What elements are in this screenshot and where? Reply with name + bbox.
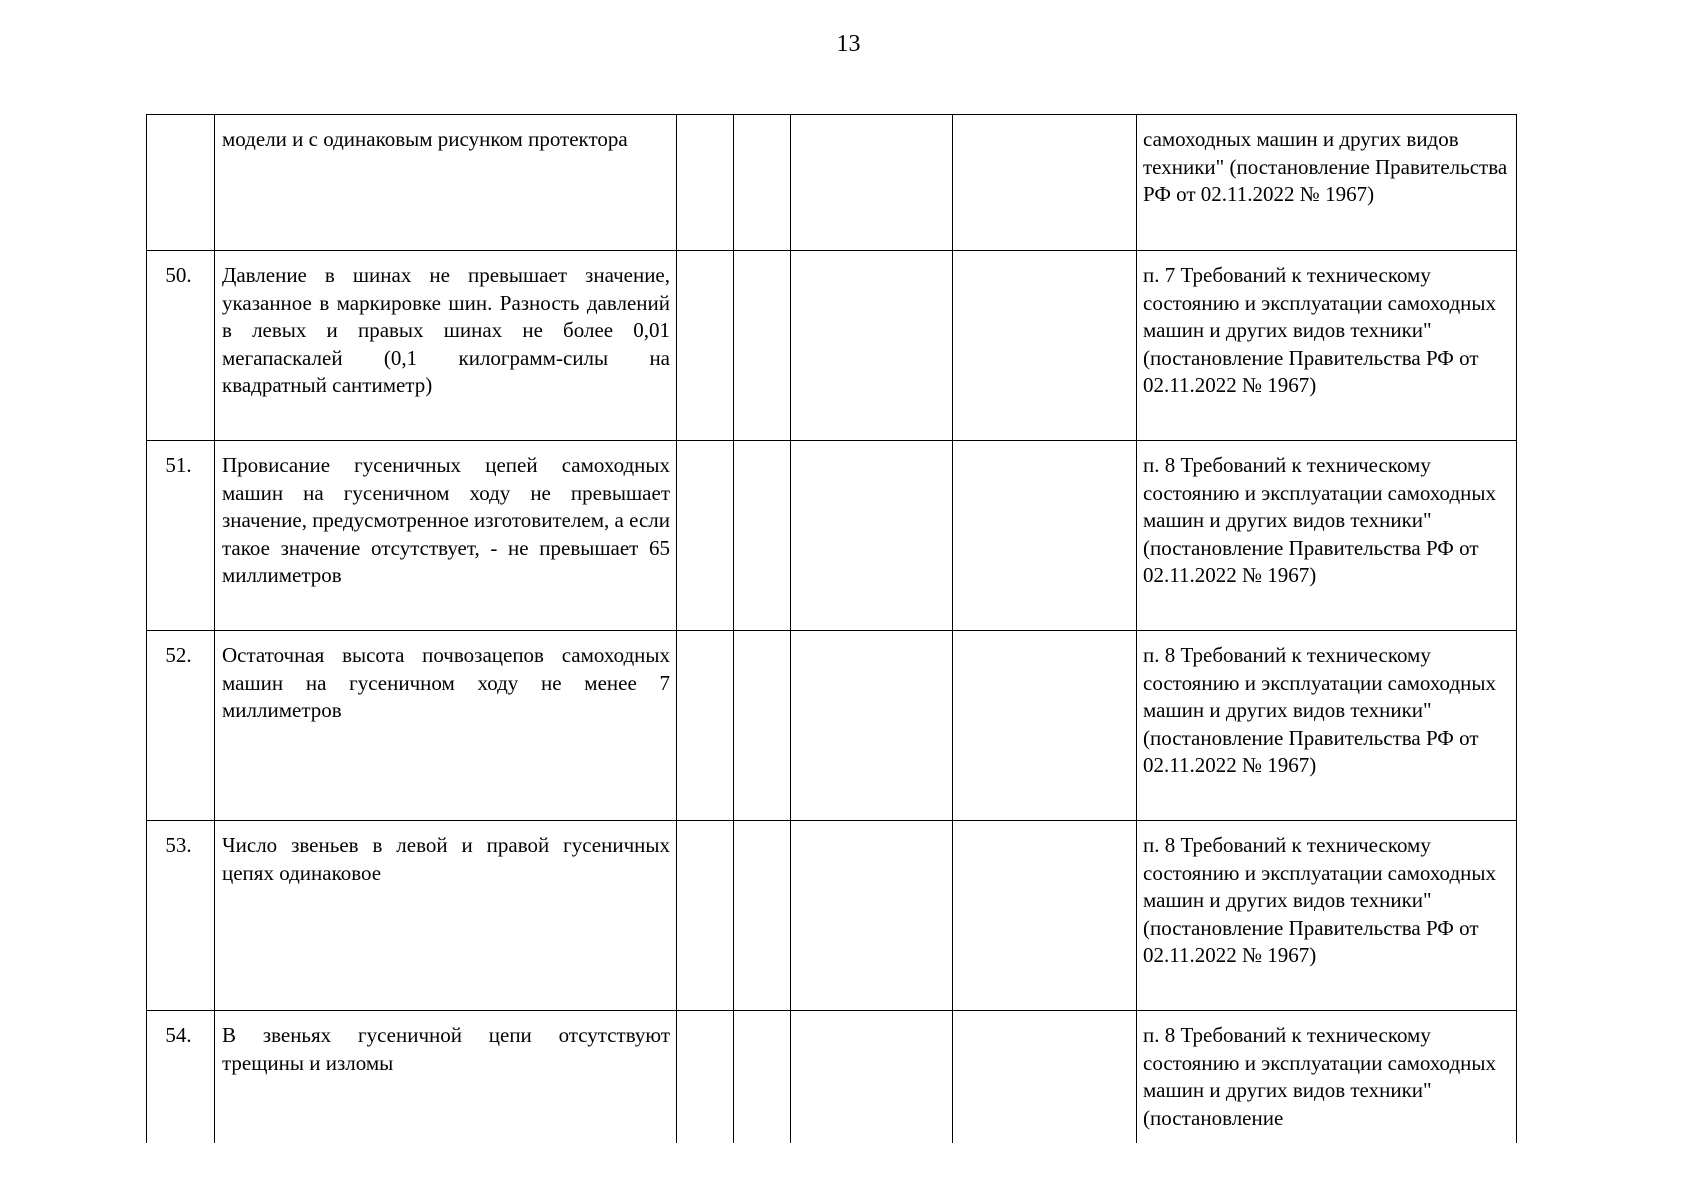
not-applicable-cell — [791, 441, 953, 631]
table-row — [147, 441, 1517, 631]
comment-cell — [953, 115, 1137, 251]
table-row — [147, 115, 1517, 251]
answer-yes-cell — [677, 631, 734, 821]
comment-cell — [953, 631, 1137, 821]
not-applicable-cell — [791, 251, 953, 441]
answer-no-cell — [734, 251, 791, 441]
comment-cell — [953, 251, 1137, 441]
table-row — [147, 1011, 1517, 1143]
checklist-table — [146, 114, 1517, 1143]
table-row — [147, 631, 1517, 821]
requirement-cell: Провисание гусеничных цепей самоходных машин на гусеничном ходу не превышает значение, предусмотренное изготовителем, а если такое значение отсутствует, - не превышает 65 миллиметров — [215, 441, 677, 631]
not-applicable-cell — [791, 821, 953, 1011]
table-row — [147, 821, 1517, 1011]
legal-reference-cell: п. 8 Требований к техническому состоянию и эксплуатации самоходных машин и других видов техники" (постановление Правительства РФ от 02.11.2022 № 1967) — [1137, 821, 1517, 1011]
requirement-cell: модели и с одинаковым рисунком протектора — [215, 115, 677, 251]
not-applicable-cell — [791, 115, 953, 251]
answer-yes-cell — [677, 251, 734, 441]
row-number-cell: 52. — [147, 631, 215, 821]
legal-reference-cell: п. 8 Требований к техническому состоянию и эксплуатации самоходных машин и других видов техники" (постановление Правительства РФ от 02.11.2022 № 1967) — [1137, 441, 1517, 631]
legal-reference-cell: п. 8 Требований к техническому состоянию и эксплуатации самоходных машин и других видов техники" (постановление — [1137, 1011, 1517, 1143]
answer-yes-cell — [677, 441, 734, 631]
requirement-cell: В звеньях гусеничной цепи отсутствуют трещины и изломы — [215, 1011, 677, 1143]
answer-yes-cell — [677, 821, 734, 1011]
page-number: 13 — [836, 31, 861, 57]
requirement-cell: Остаточная высота почвозацепов самоходных машин на гусеничном ходу не менее 7 миллиметров — [215, 631, 677, 821]
answer-no-cell — [734, 821, 791, 1011]
comment-cell — [953, 821, 1137, 1011]
answer-yes-cell — [677, 1011, 734, 1143]
answer-no-cell — [734, 631, 791, 821]
requirement-cell: Давление в шинах не превышает значение, указанное в маркировке шин. Разность давлений в левых и правых шинах не более 0,01 мегапаскалей (0,1 килограмм-силы на квадратный сантиметр) — [215, 251, 677, 441]
comment-cell — [953, 441, 1137, 631]
answer-no-cell — [734, 1011, 791, 1143]
legal-reference-cell: п. 8 Требований к техническому состоянию и эксплуатации самоходных машин и других видов техники" (постановление Правительства РФ от 02.11.2022 № 1967) — [1137, 631, 1517, 821]
not-applicable-cell — [791, 1011, 953, 1143]
row-number-cell: 53. — [147, 821, 215, 1011]
row-number-cell: 51. — [147, 441, 215, 631]
answer-yes-cell — [677, 115, 734, 251]
legal-reference-cell: п. 7 Требований к техническому состоянию и эксплуатации самоходных машин и других видов техники" (постановление Правительства РФ от 02.11.2022 № 1967) — [1137, 251, 1517, 441]
not-applicable-cell — [791, 631, 953, 821]
comment-cell — [953, 1011, 1137, 1143]
row-number-cell: 54. — [147, 1011, 215, 1143]
legal-reference-cell: самоходных машин и других видов техники" (постановление Правительства РФ от 02.11.2022 № 1967) — [1137, 115, 1517, 251]
table-row — [147, 251, 1517, 441]
row-number-cell — [147, 115, 215, 251]
row-number-cell: 50. — [147, 251, 215, 441]
answer-no-cell — [734, 115, 791, 251]
answer-no-cell — [734, 441, 791, 631]
requirement-cell: Число звеньев в левой и правой гусеничных цепях одинаковое — [215, 821, 677, 1011]
